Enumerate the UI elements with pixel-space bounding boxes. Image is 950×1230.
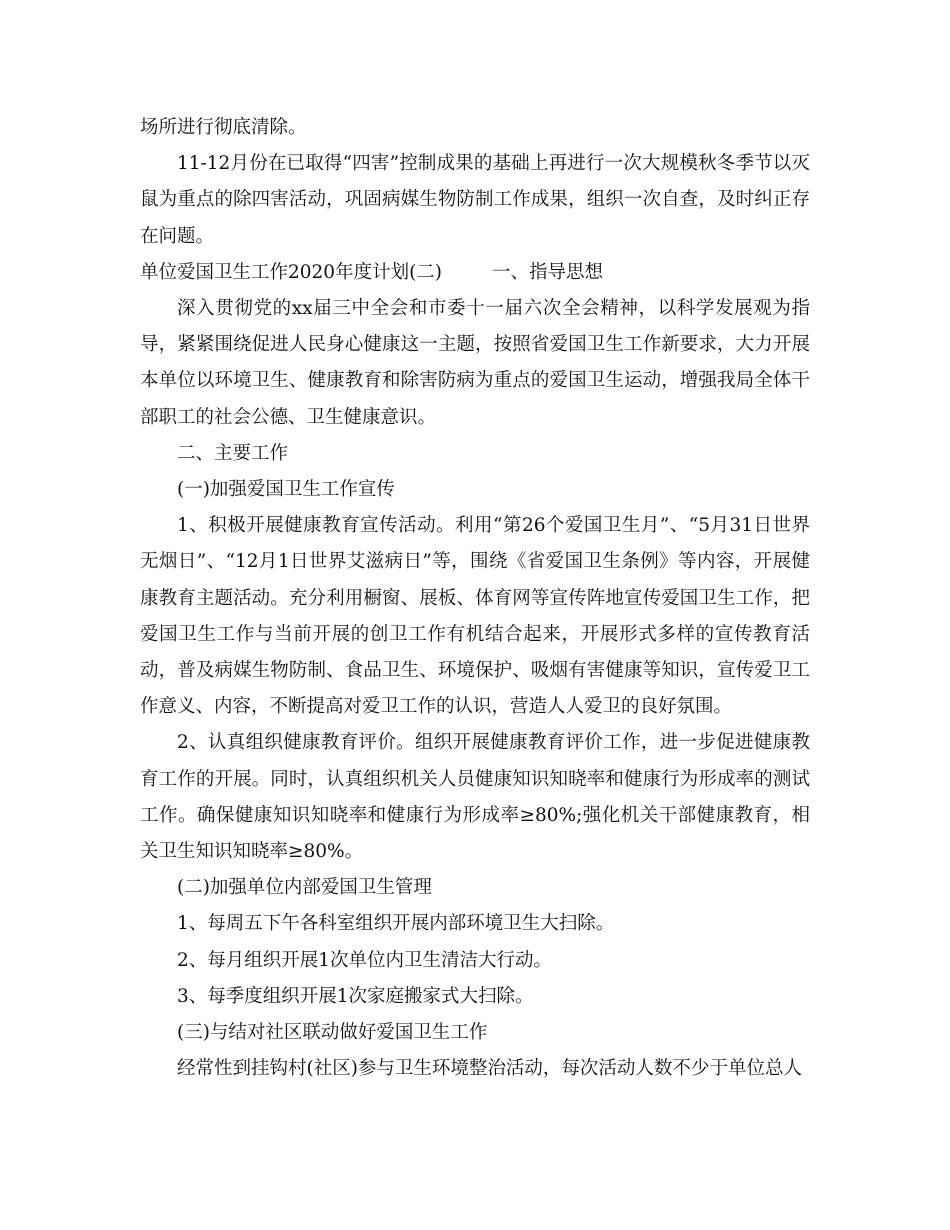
paragraph: 经常性到挂钩村(社区)参与卫生环境整治活动，每次活动人数不少于单位总人 bbox=[177, 1058, 802, 1080]
paragraph: 1、积极开展健康教育宣传活动。利用“第26个爱国卫生月”、“5月31日世界无烟日”、“12月1日世界艾滋病日”等，围绕《省爱国卫生条例》等内容，开展健康教育主题活动。充分利用橱窗、展板、体育网等宣传阵地宣传爱国卫生工作，把爱国卫生工作与当前开展的创卫工作有机结合起来，开展形式多样的宣传教育活动，普及病媒生物防制、食品卫生、环境保护、吸烟有害健康等知识，宣传爱卫工作意义、内容，不断提高对爱卫工作的认识，营造人人爱卫的良好氛围。 bbox=[140, 515, 810, 718]
list-item: 1、每周五下午各科室组织开展内部环境卫生大扫除。 bbox=[177, 913, 615, 935]
paragraph: 场所进行彻底清除。 bbox=[140, 117, 307, 138]
paragraph: 2、认真组织健康教育评价。组织开展健康教育评价工作，进一步促进健康教育工作的开展。同时，认真组织机关人员健康知识知晓率和健康行为形成率的测试工作。确保健康知识知晓率和健康行为形成率≥80%;强化机关干部健康教育，相关卫生知识知晓率≥80%。 bbox=[140, 732, 810, 863]
subheading: (二)加强单位内部爱国卫生管理 bbox=[177, 877, 432, 899]
subheading: (一)加强爱国卫生工作宣传 bbox=[177, 479, 395, 501]
section-title-line bbox=[140, 255, 810, 291]
paragraph: 11-12月份在已取得“四害”控制成果的基础上再进行一次大规模秋冬季节以灭鼠为重点的除四害活动，巩固病媒生物防制工作成果，组织一次自查，及时纠正存在问题。 bbox=[140, 153, 810, 247]
paragraph: 深入贯彻党的xx届三中全会和市委十一届六次全会精神，以科学发展观为指导，紧紧围绕促进人民身心健康这一主题，按照省爱国卫生工作新要求，大力开展本单位以环境卫生、健康教育和除害防病为重点的爱国卫生运动，增强我局全体干部职工的社会公德、卫生健康意识。 bbox=[140, 298, 810, 428]
subheading: (三)与结对社区联动做好爱国卫生工作 bbox=[177, 1022, 488, 1044]
section-title: 单位爱国卫生工作2020年度计划(二) bbox=[140, 261, 443, 283]
document-body bbox=[140, 110, 810, 1087]
list-item: 2、每月组织开展1次单位内卫生清洁大行动。 bbox=[177, 949, 553, 971]
list-item: 3、每季度组织开展1次家庭搬家式大扫除。 bbox=[177, 985, 534, 1007]
section-first-heading: 一、指导思想 bbox=[492, 261, 604, 283]
heading: 二、主要工作 bbox=[177, 442, 289, 464]
